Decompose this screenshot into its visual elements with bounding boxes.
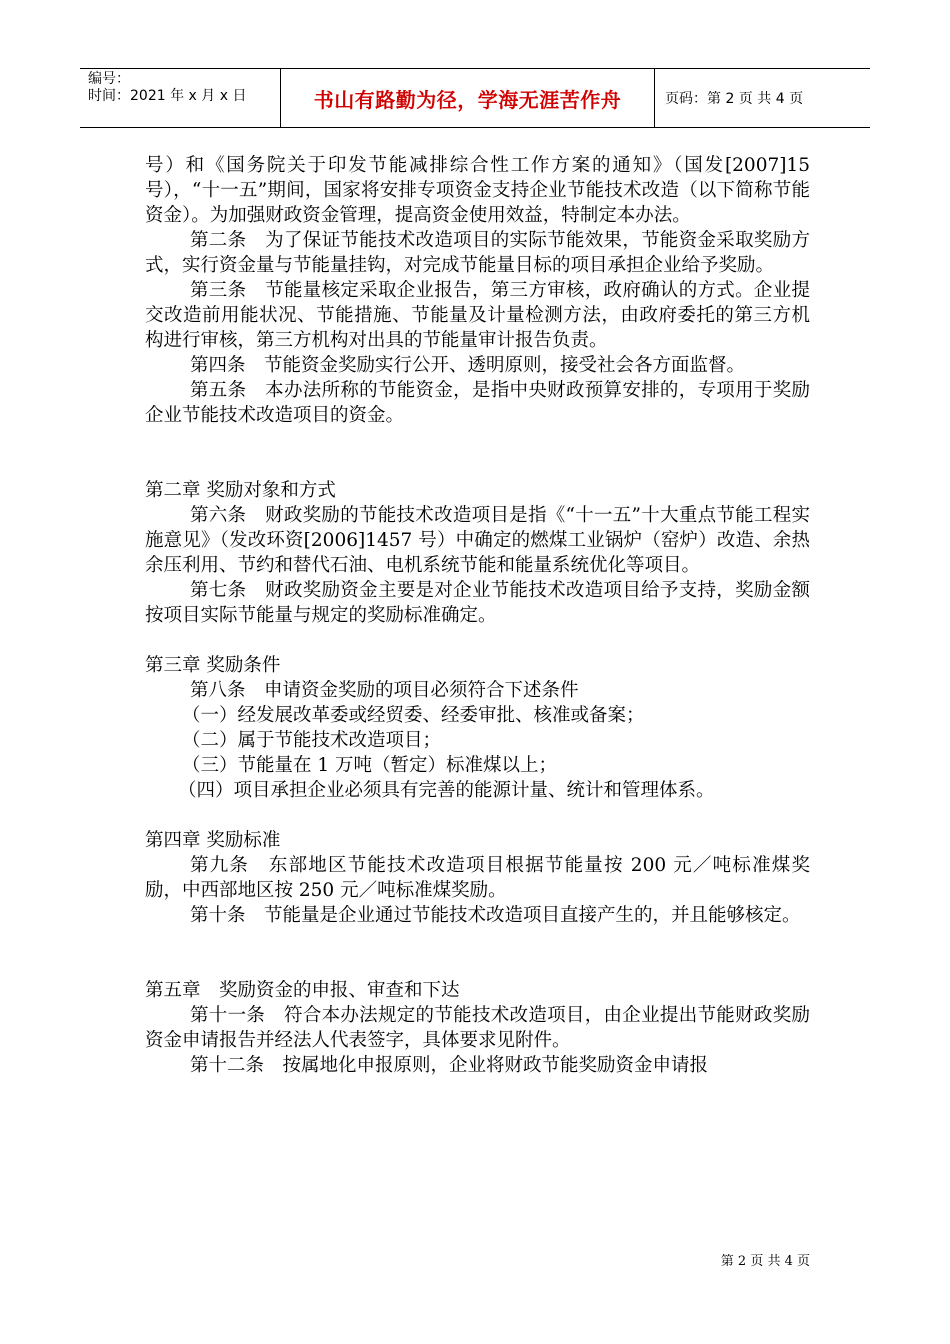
chapter-5-heading: 第五章 奖励资金的申报、审查和下达 [145,980,460,1001]
article-7: 第七条 财政奖励资金主要是对企业节能技术改造项目给予支持，奖励金额按项目实际节能量与规定的奖励标准确定。 [145,580,810,626]
article-5: 第五条 本办法所称的节能资金，是指中央财政预算安排的，专项用于奖励企业节能技术改造项目的资金。 [145,380,810,426]
paragraph-intro: 号）和《国务院关于印发节能减排综合性工作方案的通知》（国发[2007]15 号），“十一五”期间，国家将安排专项资金支持企业节能技术改造（以下简称节能资金）。为加强财政资金管理，提高资金使用效益，特制定本办法。 [145,155,810,226]
spacer [145,628,810,653]
document-time-label: 时间：2021 年 x 月 x 日 [88,88,247,104]
article-3: 第三条 节能量核定采取企业报告，第三方审核，政府确认的方式。企业提交改造前用能状况、节能措施、节能量及计量检测方法，由政府委托的第三方机构进行审核，第三方机构对出具的节能量审计报告负责。 [145,280,810,351]
article-4: 第四条 节能资金奖励实行公开、透明原则，接受社会各方面监督。 [190,355,746,376]
header-page-number: 页码：第 2 页 共 4 页 [665,91,804,107]
article-9: 第九条 东部地区节能技术改造项目根据节能量按 200 元／吨标准煤奖励，中西部地区按 250 元／吨标准煤奖励。 [145,855,810,901]
document-body [145,153,810,1078]
article-6: 第六条 财政奖励的节能技术改造项目是指《“十一五”十大重点节能工程实施意见》（发改环资[2006]1457 号）中确定的燃煤工业锅炉（窑炉）改造、余热余压利用、节约和替代石油、电机系统节能和能量系统优化等项目。 [145,505,810,576]
condition-2: （二）属于节能技术改造项目； [182,730,442,751]
chapter-2-heading: 第二章 奖励对象和方式 [145,480,336,501]
document-number-label: 编号： [88,71,130,87]
article-12: 第十二条 按属地化申报原则，企业将财政节能奖励资金申请报 [190,1055,709,1076]
spacer [145,803,810,828]
page-header [80,68,870,128]
article-10: 第十条 节能量是企业通过节能技术改造项目直接产生的，并且能够核定。 [190,905,801,926]
chapter-3-heading: 第三章 奖励条件 [145,655,281,676]
header-page-cell [655,69,870,127]
condition-1: （一）经发展改革委或经贸委、经委审批、核准或备案； [182,705,645,726]
spacer [145,428,810,478]
condition-4: （四）项目承担企业必须具有完善的能源计量、统计和管理体系。 [178,780,715,801]
spacer [145,928,810,978]
condition-3: （三）节能量在 1 万吨（暂定）标准煤以上； [182,755,558,776]
chapter-4-heading: 第四章 奖励标准 [145,830,281,851]
article-2: 第二条 为了保证节能技术改造项目的实际节能效果，节能资金采取奖励方式，实行资金量与节能量挂钩，对完成节能量目标的项目承担企业给予奖励。 [145,230,810,276]
header-meta [80,69,281,127]
article-11: 第十一条 符合本办法规定的节能技术改造项目，由企业提出节能财政奖励资金申请报告并经法人代表签字，具体要求见附件。 [145,1005,810,1051]
article-8: 第八条 申请资金奖励的项目必须符合下述条件 [190,680,579,701]
page-footer: 第 2 页 共 4 页 [720,1254,810,1269]
header-motto: 书山有路勤为径，学海无涯苦作舟 [313,87,622,112]
header-motto-cell [281,69,655,127]
